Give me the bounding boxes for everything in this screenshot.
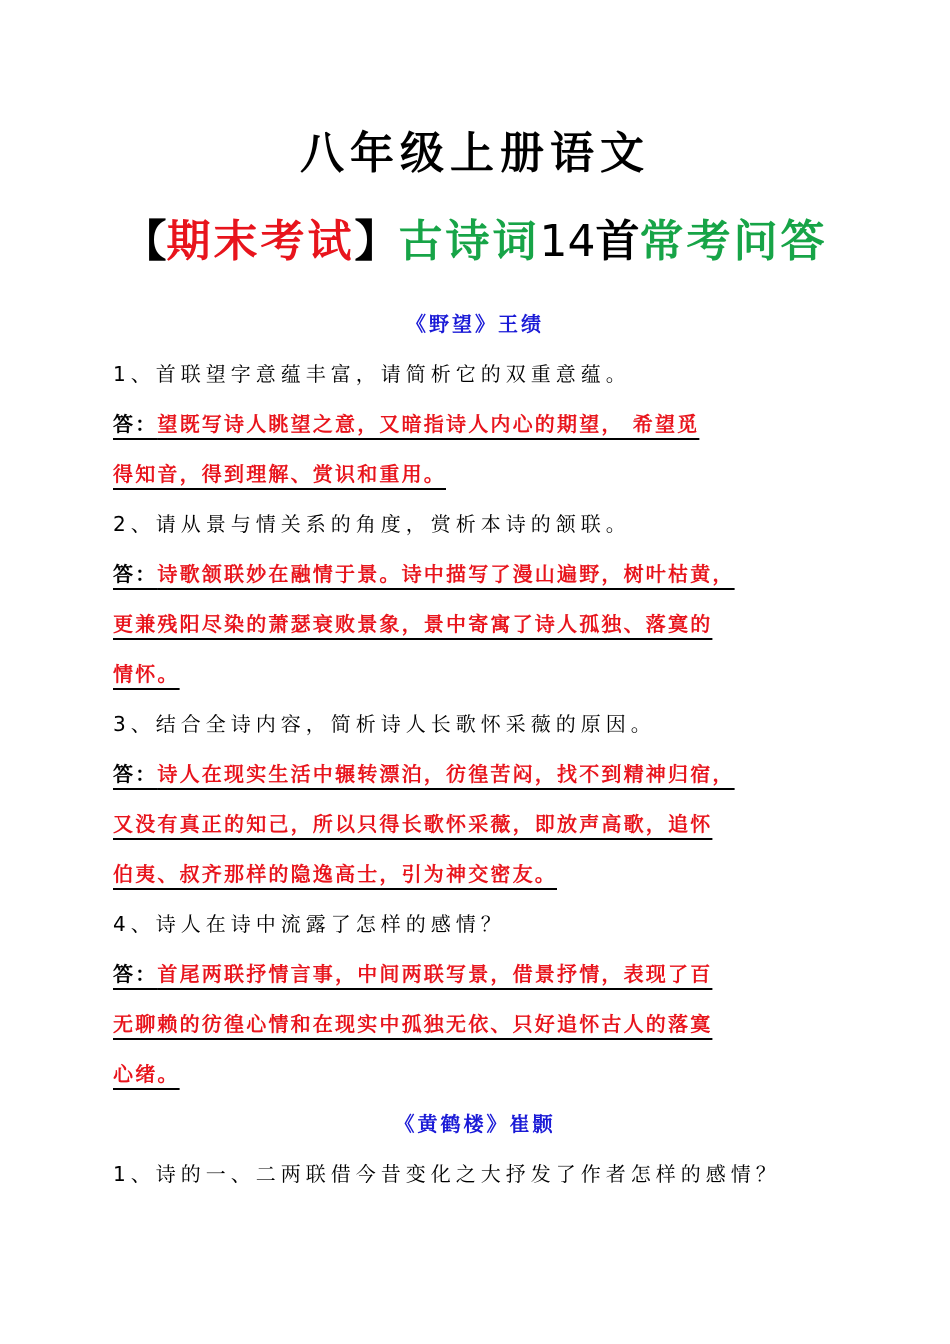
subtitle-bracket-open: 【 — [122, 216, 167, 267]
answer-line: 答：诗人在现实生活中辗转漂泊，彷徨苦闷，找不到精神归宿， — [113, 762, 735, 786]
subtitle-bracket-close: 】 — [354, 216, 399, 267]
answer-line: 答：首尾两联抒情言事，中间两联写景，借景抒情，表现了百 — [113, 962, 713, 986]
answer-lead: 答： — [113, 412, 158, 436]
question: 3、结合全诗内容，简析诗人长歌怀采薇的原因。 — [113, 712, 656, 736]
answer-line: 答：诗歌颔联妙在融情于景。诗中描写了漫山遍野，树叶枯黄， — [113, 562, 735, 586]
poem-heading: 《野望》王绩 — [406, 312, 544, 336]
answer-line: 更兼残阳尽染的萧瑟衰败景象，景中寄寓了诗人孤独、落寞的 — [113, 612, 713, 636]
page-title: 八年级上册语文 — [300, 128, 650, 179]
answer — [113, 949, 837, 1099]
subtitle-count: 14 — [539, 216, 596, 267]
answer-lead: 答： — [113, 562, 158, 586]
subtitle-unit: 首 — [595, 216, 640, 267]
answer-line: 答：望既写诗人眺望之意，又暗指诗人内心的期望， 希望觅 — [113, 412, 700, 436]
page-subtitle — [0, 210, 950, 274]
answer-line: 得知音，得到理解、赏识和重用。 — [113, 462, 446, 486]
poem-heading: 《黄鹤楼》崔颢 — [394, 1112, 556, 1136]
answer-line: 无聊赖的彷徨心情和在现实中孤独无依、只好追怀古人的落寞 — [113, 1012, 713, 1036]
answer — [113, 749, 837, 899]
question: 1、诗的一、二两联借今昔变化之大抒发了作者怎样的感情？ — [113, 1162, 781, 1186]
question: 1、首联望字意蕴丰富，请简析它的双重意蕴。 — [113, 362, 631, 386]
subtitle-poems: 古诗词 — [398, 216, 540, 267]
answer-line: 又没有真正的知己，所以只得长歌怀采薇，即放声高歌，追怀 — [113, 812, 713, 836]
content — [113, 299, 837, 1199]
answer-lead: 答： — [113, 762, 158, 786]
answer — [113, 399, 837, 499]
question: 4、诗人在诗中流露了怎样的感情？ — [113, 912, 506, 936]
answer-line: 情怀。 — [113, 662, 180, 686]
question: 2、请从景与情关系的角度，赏析本诗的颔联。 — [113, 512, 631, 536]
answer-line: 心绪。 — [113, 1062, 180, 1086]
subtitle-qa: 常考问答 — [639, 216, 828, 267]
subtitle-exam: 期末考试 — [166, 216, 355, 267]
answer-line: 伯夷、叔齐那样的隐逸高士，引为神交密友。 — [113, 862, 557, 886]
answer-lead: 答： — [113, 962, 158, 986]
answer — [113, 549, 837, 699]
